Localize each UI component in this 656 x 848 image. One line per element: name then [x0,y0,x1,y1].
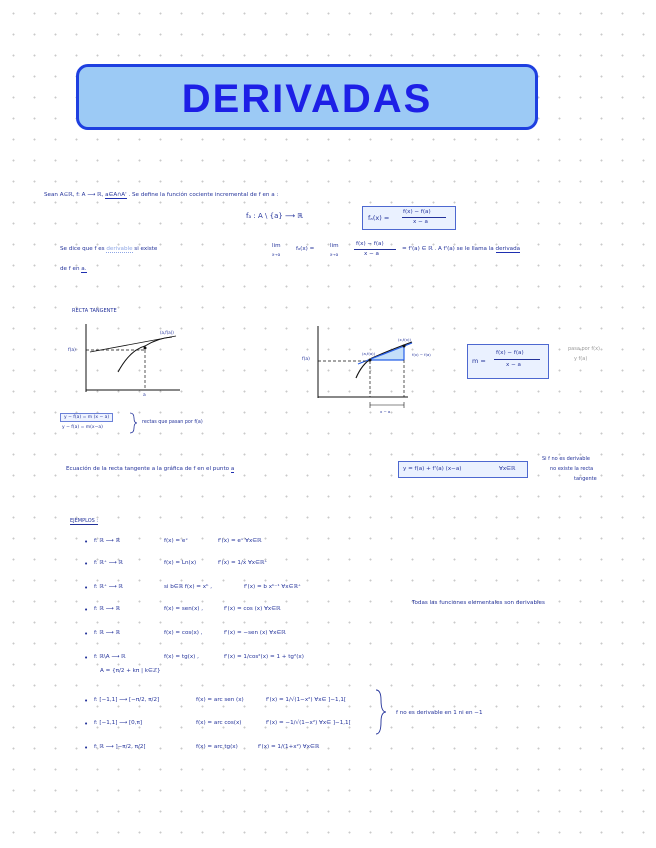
intro-line-1-end: . Se define la función cociente incremental de f en a : [128,192,279,198]
example-9-dom: f: ℝ ⟶ ]−π/2, π/2[ [94,744,146,750]
example-9-f: f(x) = arc tg(x) [196,744,238,750]
tangent-note-3: tangente [574,476,597,482]
example-7-d: f'(x) = 1/√(1−x²) ∀x∈ ]−1,1[ [266,697,347,703]
example-8-d: f'(x) = −1/√(1−x²) ∀x∈ ]−1,1[ [266,720,351,726]
example-1-dom: f: ℝ ⟶ ℝ [94,538,120,544]
example-5-d: f'(x) = −sen (x) ∀x∈ℝ [224,630,286,636]
example-6-d: f'(x) = 1/cos²(x) = 1 + tg²(x) [224,654,304,660]
example-4-d: f'(x) = cos (x) ∀x∈ℝ [224,606,281,612]
g2-y-label: f(a) [302,357,310,362]
slope-denominator: x − a [506,362,521,368]
intro-line-4-a: a. [81,266,87,272]
intro-line-1-underlined: a∈A∩A' [105,192,127,198]
tangent-note-1: Si f no es derivable [542,456,590,462]
tangent-text-main: Ecuación de la recta tangente a la gráfica de f en el punto [66,466,230,472]
example-9-d: f'(x) = 1/(1+x²) ∀x∈ℝ [258,744,320,750]
g2-point-x-label: (x,f(x)) [398,337,411,342]
lines-eq-1: y − f(a) = m (x − a) [60,413,113,422]
derivable-term: derivable [106,246,133,252]
bullet: • [84,538,89,546]
bullet: • [84,744,89,752]
bullet: • [84,630,89,638]
limit-2: lim [330,243,339,249]
slope-lhs: m = [472,357,486,365]
bullet: • [84,720,89,728]
tangent-point: a [230,466,235,472]
fa-definition: fₐ : A \ {a} ⟶ ℝ [246,212,303,220]
fa-box-denominator: x − a [413,219,428,225]
example-3-dom: f: ℝ⁺ ⟶ ℝ [94,584,123,590]
example-7-f: f(x) = arc sen (x) [196,697,244,703]
slope-numerator: f(x) − f(a) [496,350,524,356]
bullet: • [84,654,89,662]
lines-note: rectas que pasan por f(a) [142,420,203,425]
example-2-dom: f: ℝ⁺ ⟶ ℝ [94,560,123,566]
example-4-dom: f: ℝ ⟶ ℝ [94,606,120,612]
grey-note-2: y f(a) [574,356,588,362]
example-2-f: f(x) = Ln(x) [164,560,197,566]
limit-frac-num: f(x) − f(a) [356,241,384,247]
g1-y-label: f(a) [68,348,76,353]
lines-eq-2: y − f(a) = m(x−a) [62,425,103,430]
example-6-dom: f: ℝ\A ⟶ ℝ [94,654,126,660]
bullet: • [84,560,89,568]
bullet: • [84,584,89,592]
derivable-line-mid: si existe [134,246,158,252]
g2-point-a-label: (a,f(a)) [362,351,376,356]
page-title: DERIVADAS [181,77,433,121]
tangent-formula: y = f(a) + f'(a) (x−a) [403,466,462,472]
example-1-f: f(x) = eˣ [164,538,188,544]
derivable-line-start: Se dice que f es [60,246,105,252]
g2-right-label: f(x) − f(a) [412,352,431,357]
example-8-f: f(x) = arc cos(x) [196,720,242,726]
derivada-term: derivada [495,246,521,252]
example-2-d: f'(x) = 1/x ∀x∈ℝ⁺ [218,560,268,566]
grey-note-1: pasa por f(x) [568,346,600,352]
bullet: • [84,697,89,705]
arc-note: f no es derivable en 1 ni en −1 [396,710,483,716]
intro-line-1-start: Sean A⊆ℝ, f: A ⟶ ℝ, [44,192,104,198]
example-3-d: f'(x) = b xᵇ⁻¹ ∀x∈ℝ⁺ [244,584,301,590]
example-3-f: si b∈ℝ f(x) = xᵇ , [164,584,213,590]
example-8-dom: f: [−1,1] ⟶ [0,π] [94,720,143,726]
example-7-dom: f: [−1,1] ⟶ [−π/2, π/2] [94,697,160,703]
tan-domain: A = {π/2 + kπ | k∈ℤ} [100,668,161,674]
limit-1-sub: x→a [272,252,281,257]
intro-line-4-text: de f en [60,266,80,272]
example-5-f: f(x) = cos(x) , [164,630,203,636]
example-5-dom: f: ℝ ⟶ ℝ [94,630,120,636]
limit-1: lim [272,243,281,249]
fa-box-numerator: f(x) − f(a) [403,209,431,215]
examples-heading: EJEMPLOS : [70,518,99,524]
g1-x-label: a [143,393,146,398]
tangent-graph-label: RECTA TANGENTE [72,308,117,314]
example-4-f: f(x) = sen(x) , [164,606,204,612]
elementary-note: Todas las funciones elementales son derivables [412,600,545,606]
bullet: • [84,606,89,614]
example-6-f: f(x) = tg(x) , [164,654,199,660]
g1-curve-label: (a,f(a)) [160,330,174,335]
tangent-domain: ∀x∈ℝ [499,466,516,472]
limit-2-sub: x→a [330,252,339,257]
limit-1-arg: fₐ(x) = [296,246,315,252]
g2-bottom-label: x − a [380,409,391,414]
example-1-d: f'(x) = eˣ ∀x∈ℝ [218,538,262,544]
tangent-note-2: no existe la recta [550,466,594,472]
derivative-line-end-text: = f'(a) ∈ ℝ . A f'(a) se le llama la [402,246,494,252]
fa-box-lhs: fₐ(x) = [368,214,390,222]
limit-frac-den: x − a [364,251,379,257]
